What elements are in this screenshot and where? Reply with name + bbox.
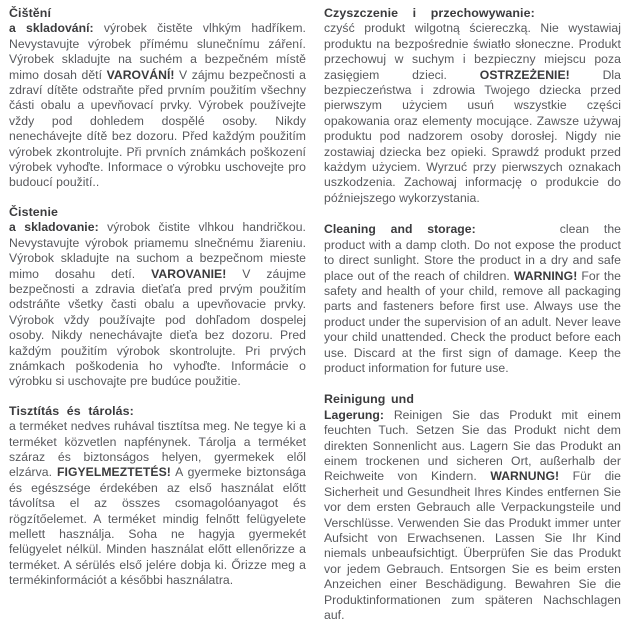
- text-segment: a terméket nedves ruhával tisztítsa meg. Ne tegye ki a terméket közvetlen napfénynek. Tárolja a terméket száraz és biztonságos helyen, gyermekek elől elzárva.: [9, 419, 306, 480]
- section-hungarian-cleaning: [9, 404, 306, 589]
- text-segment: výrobok čistite vlhkou handričkou. Nevystavujte výrobok priamemu slnečnému žiareniu. Výrobok skladujte na suchom a bezpečnom mieste mimo dosahu detí.: [9, 220, 306, 281]
- hungarian-heading: Tisztítás és tárolás:: [9, 403, 134, 418]
- hungarian-paragraph: [9, 419, 306, 588]
- text-segment: For the safety and health of your child, remove all packaging parts and fasteners before first use. Always use the product under the supervision of an adult. Never leave your child unattended. Check the product before each use. Discard at the first sign of damage. Keep the product information for future use.: [324, 268, 621, 375]
- polish-warning-label: OSTRZEŻENIE!: [479, 67, 570, 82]
- section-czech-cleaning: [9, 6, 306, 191]
- text-segment: V záujme bezpečnosti a zdravia dieťaťa pred prvým použitím odstráňte všetky časti obalu a upevňovacie prvky. Výrobok vždy používajte pod dohľadom dospelej osoby. Nikdy nenechávajte dieťa bez dozoru. Pred každým použitím výrobok skontrolujte. Pri prvých známkach poškodenia ho vyhoďte. Informácie o výrobku si uschovajte pre budúce použitie.: [9, 266, 306, 389]
- czech-subheading: a skladování:: [9, 21, 94, 36]
- text-segment: czyść produkt wilgotną ściereczką. Nie wystawiaj produktu na bezpośrednie światło słoneczne. Produkt przechowuj w suchym i bezpieczny miejscu poza zasięgiem dzieci.: [324, 21, 621, 82]
- slovak-heading: Čistenie: [9, 204, 59, 219]
- section-slovak-cleaning: [9, 205, 306, 390]
- text-segment: Für die Sicherheit und Gesundheit Ihres Kindes entfernen Sie vor dem ersten Gebrauch alle Verpackungsteile und Verschlüsse. Verwenden Sie das Produkt immer unter Aufsicht von Erwachsenen. Lassen Sie Ihr Kind niemals unbeaufsichtigt. Überprüfen Sie das Produkt vor jedem Gebrauch. Entsorgen Sie es beim ersten Anzeichen einer Beschädigung. Bewahren Sie die Produktinformationen zum späteren Nachschlagen auf.: [324, 469, 622, 623]
- english-subheading: Cleaning and storage:: [324, 222, 476, 237]
- text-segment: V zájmu bezpečnosti a zdraví dítěte odstraňte před prvním použitím všechny části obalu a upevňovací prvky. Výrobek používejte vždy pod dohledem dospělé osoby. Nikdy nenechávejte dítě bez dozoru. Před každým použitím výrobek zkontrolujte. Při prvních známkách poškození výrobek vyhoďte. Informace o výrobku uschovejte pro budoucí použití..: [9, 67, 306, 190]
- german-subheading: Lagerung:: [324, 407, 385, 422]
- text-segment: Dla bezpieczeństwa i zdrowia Twojego dziecka przed pierwszym użyciem usuń wszystkie części opakowania oraz elementy mocujące. Zawsze używaj produktu pod nadzorem osoby dorosłej. Nigdy nie zostawiaj dziecka bez opieki. Sprawdź produkt przed każdym użyciem. Wyrzuć przy pierwszych oznakach uszkodzenia. Zachowaj informację o produkcie do późniejszego wykorzystania.: [324, 67, 622, 205]
- czech-warning-label: VAROVÁNÍ!: [106, 67, 175, 82]
- text-segment: výrobek čistěte vlhkým hadříkem. Nevystavujte výrobek přímému slunečnímu záření. Výrobek skladujte na suchém a bezpečném místě mimo dosah dětí: [9, 21, 306, 82]
- slovak-warning-label: VAROVANIE!: [151, 266, 227, 281]
- slovak-subheading: a skladovanie:: [9, 220, 99, 235]
- text-segment: Reinigen Sie das Produkt mit einem feuchten Tuch. Setzen Sie das Produkt nicht dem direkten Sonnenlicht aus. Lagern Sie das Produkt an einem trockenen und sicheren Ort, außerhalb der Reichweite von Kindern.: [324, 407, 621, 484]
- english-paragraph: [324, 222, 621, 376]
- heading-gap-spacer: [476, 232, 560, 233]
- polish-heading: Czyszczenie i przechowywanie:: [324, 6, 535, 20]
- german-warning-label: WARNUNG!: [490, 469, 560, 484]
- czech-heading: Čištění: [9, 6, 52, 20]
- right-column: [324, 6, 622, 623]
- text-segment: clean the product with a damp cloth. Do not expose the product to direct sunlight. Store the product in a dry and safe place out of the reach of children.: [324, 222, 621, 283]
- text-segment: A gyermeke biztonsága és egészsége érdekében az első használat előtt távolítsa el az összes csomagolóanyagot és rögzítőelemet. A terméket mindig felnőtt felügyelete mellett használja. Soha ne hagyja gyermekét felügyelet nélkül. Minden használat előtt ellenőrizze a terméket. A sérülés első jelére dobja ki. Őrizze meg a termékinformációt a későbbi használatra.: [9, 465, 306, 588]
- left-column: [9, 6, 306, 588]
- german-paragraph: [324, 408, 621, 623]
- section-english-cleaning: [324, 222, 621, 376]
- hungarian-warning-label: FIGYELMEZTETÉS!: [57, 465, 171, 480]
- german-heading: Reinigung und: [324, 392, 415, 407]
- section-german-cleaning: [324, 392, 621, 623]
- slovak-paragraph: [9, 220, 306, 389]
- english-warning-label: WARNING!: [513, 268, 578, 283]
- section-polish-cleaning: [324, 6, 621, 206]
- czech-paragraph: [9, 21, 306, 190]
- polish-paragraph: [324, 21, 621, 206]
